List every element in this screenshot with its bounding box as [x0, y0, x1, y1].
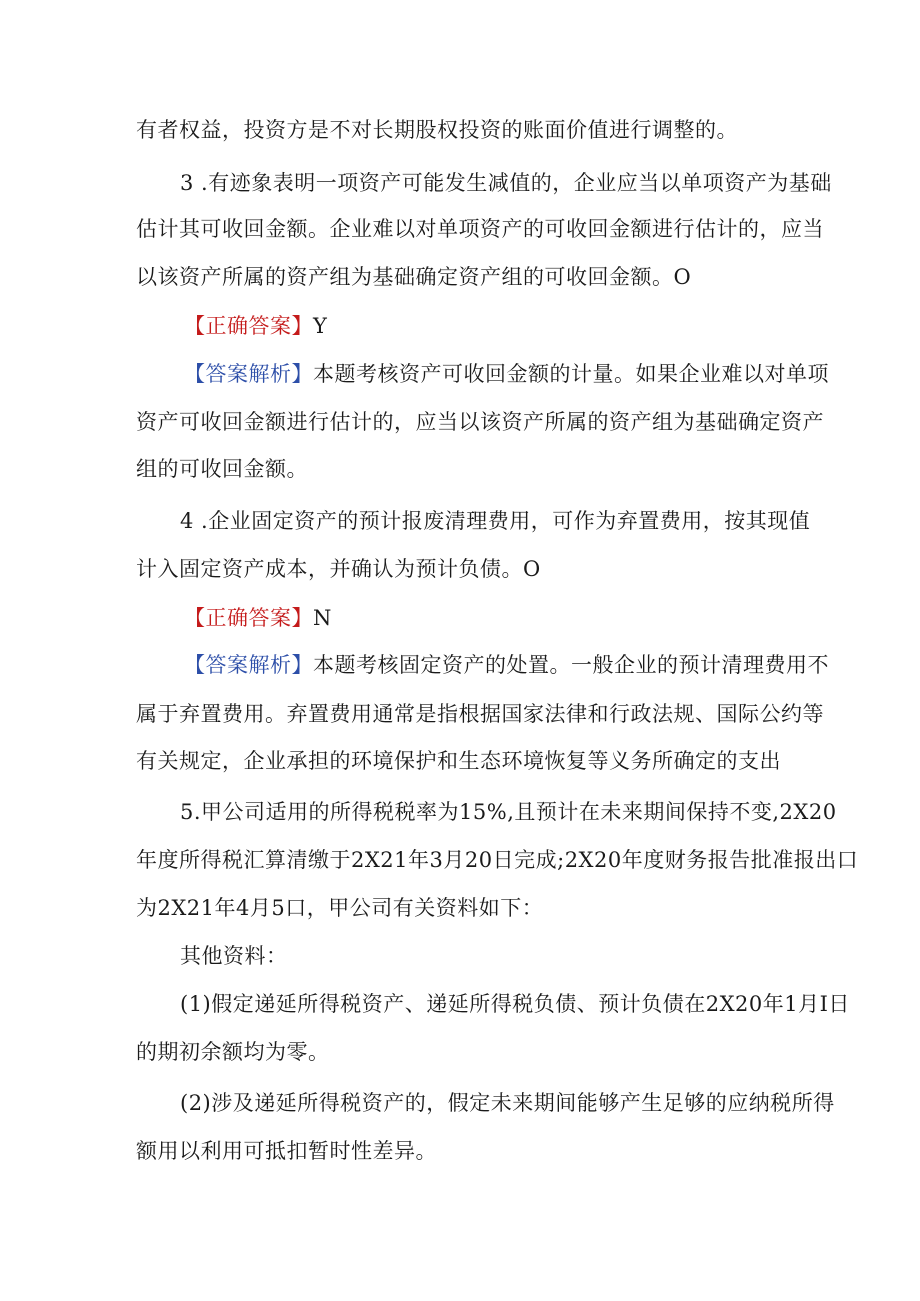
paragraph-line: 有者权益，投资方是不对长期股权投资的账面价值进行调整的。 — [136, 118, 738, 142]
question-5-line: 年度所得税汇算清缴于2X21年3月20日完成;2X20年度财务报告批准报出口 — [136, 848, 859, 872]
other-info-heading: 其他资料： — [180, 944, 288, 968]
answer-analysis-label: 【答案解析】 — [184, 362, 313, 386]
answer-analysis-line: 有关规定，企业承担的环境保护和生态环境恢复等义务所确定的支出 — [136, 749, 781, 773]
correct-answer-label: 【正确答案】 — [184, 606, 313, 630]
question-5-line: 5.甲公司适用的所得税税率为15%,且预计在未来期间保持不变,2X20 — [180, 800, 837, 824]
answer-analysis-line: 资产可收回金额进行估计的，应当以该资产所属的资产组为基础确定资产 — [136, 410, 824, 434]
item-1-line: 的期初余额均为零。 — [136, 1040, 330, 1064]
item-2-line: 额用以利用可抵扣暂时性差异。 — [136, 1139, 437, 1163]
question-5-line: 为2X21年4月5口，甲公司有关资料如下： — [136, 896, 544, 920]
correct-answer-value: Y — [313, 314, 328, 338]
answer-analysis-line: 属于弃置费用。弃置费用通常是指根据国家法律和行政法规、国际公约等 — [136, 702, 824, 726]
answer-analysis-label: 【答案解析】 — [184, 653, 313, 677]
item-1-line: (1)假定递延所得税资产、递延所得税负债、预计负债在2X20年1月I日 — [180, 992, 850, 1016]
question-4-line: 计入固定资产成本，并确认为预计负债。O — [136, 557, 541, 581]
correct-answer-row — [184, 603, 332, 633]
answer-analysis-text: 本题考核资产可收回金额的计量。如果企业难以对单项 — [313, 362, 829, 386]
correct-answer-row — [184, 311, 327, 341]
correct-answer-label: 【正确答案】 — [184, 314, 313, 338]
correct-answer-value: N — [313, 606, 332, 630]
question-3-line: 以该资产所属的资产组为基础确定资产组的可收回金额。O — [136, 265, 692, 289]
answer-analysis-text: 本题考核固定资产的处置。一般企业的预计清理费用不 — [313, 653, 829, 677]
answer-analysis-row — [184, 359, 829, 389]
answer-analysis-row — [184, 650, 829, 680]
item-2-line: (2)涉及递延所得税资产的，假定未来期间能够产生足够的应纳税所得 — [180, 1091, 835, 1115]
question-3-line: 估计其可收回金额。企业难以对单项资产的可收回金额进行估计的，应当 — [136, 217, 824, 241]
answer-analysis-line: 组的可收回金额。 — [136, 457, 308, 481]
question-4-line: 4 .企业固定资产的预计报废清理费用，可作为弃置费用，按其现值 — [180, 509, 811, 533]
question-3-line: 3 .有迹象表明一项资产可能发生减值的，企业应当以单项资产为基础 — [180, 171, 832, 195]
